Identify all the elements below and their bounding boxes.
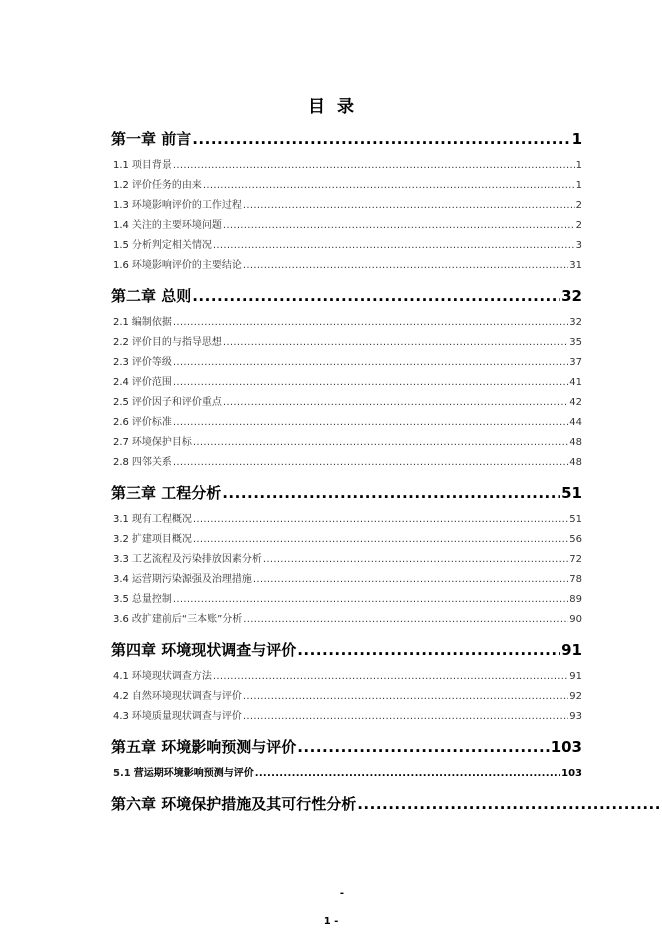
toc-section-entry[interactable] bbox=[111, 707, 582, 727]
toc-chapter-entry[interactable] bbox=[111, 793, 662, 813]
toc-section-entry[interactable] bbox=[111, 373, 582, 393]
section-number: 2.2 bbox=[113, 337, 129, 348]
section-number: 2.8 bbox=[113, 457, 129, 468]
section-page-number: 31 bbox=[569, 260, 582, 271]
section-title bbox=[113, 667, 212, 687]
section-page-number: 3 bbox=[575, 240, 582, 251]
dot-leader bbox=[297, 738, 549, 756]
toc-title: 目录 bbox=[308, 97, 366, 117]
section-number: 3.1 bbox=[113, 514, 129, 525]
section-label: 工艺流程及污染排放因素分析 bbox=[131, 554, 262, 565]
section-number: 1.1 bbox=[113, 160, 129, 171]
section-number: 1.5 bbox=[113, 240, 129, 251]
section-label: 编制依据 bbox=[131, 317, 172, 328]
chapter-title: 第六章 环境保护措施及其可行性分析 bbox=[111, 795, 357, 813]
toc-chapter-entry[interactable] bbox=[111, 482, 582, 502]
section-page-number: 37 bbox=[569, 357, 582, 368]
toc-section-entry[interactable] bbox=[111, 256, 582, 276]
dot-leader bbox=[255, 764, 560, 784]
section-number: 2.4 bbox=[113, 377, 129, 388]
dot-leader bbox=[173, 413, 568, 433]
section-label: 环境影响评价的主要结论 bbox=[131, 260, 242, 271]
toc-section-entry[interactable] bbox=[111, 433, 582, 453]
section-title bbox=[113, 510, 192, 530]
toc-section-entry[interactable] bbox=[111, 333, 582, 353]
section-label: 评价标准 bbox=[131, 417, 172, 428]
dot-leader bbox=[243, 687, 568, 707]
section-title bbox=[113, 550, 262, 570]
toc-section-entry[interactable] bbox=[111, 413, 582, 433]
chapter-page-number: 1 bbox=[571, 130, 582, 148]
section-page-number: 93 bbox=[569, 711, 582, 722]
section-title bbox=[113, 333, 222, 353]
dot-leader bbox=[243, 196, 575, 216]
toc-section-entry[interactable] bbox=[111, 353, 582, 373]
dot-leader bbox=[173, 590, 568, 610]
toc-section-entry[interactable] bbox=[111, 530, 582, 550]
section-page-number: 32 bbox=[569, 317, 582, 328]
section-title bbox=[113, 196, 242, 216]
section-title bbox=[113, 413, 172, 433]
section-page-number: 1 bbox=[575, 180, 582, 191]
section-label: 项目背景 bbox=[131, 160, 172, 171]
section-number: 1.4 bbox=[113, 220, 129, 231]
section-label: 改扩建前后“三本账”分析 bbox=[131, 614, 243, 625]
section-number: 4.1 bbox=[113, 671, 129, 682]
section-page-number: 92 bbox=[569, 691, 582, 702]
section-label: 四邻关系 bbox=[131, 457, 172, 468]
section-title bbox=[113, 236, 212, 256]
section-title bbox=[113, 687, 242, 707]
chapter-title: 第四章 环境现状调查与评价 bbox=[111, 641, 297, 659]
toc-section-entry[interactable] bbox=[111, 176, 582, 196]
dot-leader bbox=[223, 333, 568, 353]
section-number: 1.2 bbox=[113, 180, 129, 191]
chapter-page-number: 103 bbox=[550, 738, 582, 756]
section-page-number: 42 bbox=[569, 397, 582, 408]
section-page-number: 1 bbox=[575, 160, 582, 171]
section-label: 评价任务的由来 bbox=[131, 180, 202, 191]
toc-section-entry[interactable] bbox=[111, 196, 582, 216]
section-page-number: 90 bbox=[569, 614, 582, 625]
section-page-number: 103 bbox=[561, 768, 582, 779]
section-label: 环境质量现状调查与评价 bbox=[131, 711, 242, 722]
section-number: 1.3 bbox=[113, 200, 129, 211]
section-page-number: 2 bbox=[575, 220, 582, 231]
chapter-title: 第一章 前言 bbox=[111, 130, 192, 148]
dot-leader bbox=[243, 256, 568, 276]
section-title bbox=[113, 373, 172, 393]
section-title bbox=[113, 530, 192, 550]
dot-leader bbox=[173, 373, 568, 393]
toc-section-entry[interactable] bbox=[111, 764, 582, 784]
dot-leader bbox=[297, 641, 560, 659]
section-number: 3.4 bbox=[113, 574, 129, 585]
toc-section-entry[interactable] bbox=[111, 393, 582, 413]
section-page-number: 44 bbox=[569, 417, 582, 428]
chapter-page-number: 91 bbox=[561, 641, 582, 659]
toc-section-entry[interactable] bbox=[111, 550, 582, 570]
section-title bbox=[113, 764, 254, 784]
dot-leader bbox=[213, 667, 568, 687]
section-number: 4.3 bbox=[113, 711, 129, 722]
section-page-number: 78 bbox=[569, 574, 582, 585]
section-number: 1.6 bbox=[113, 260, 129, 271]
chapter-page-number: 51 bbox=[561, 484, 582, 502]
toc-section-entry[interactable] bbox=[111, 610, 582, 630]
section-page-number: 51 bbox=[569, 514, 582, 525]
section-label: 营运期环境影响预测与评价 bbox=[133, 768, 254, 779]
section-title bbox=[113, 256, 242, 276]
section-page-number: 35 bbox=[569, 337, 582, 348]
dot-leader bbox=[222, 484, 560, 502]
dot-leader bbox=[243, 707, 568, 727]
dot-leader bbox=[213, 236, 575, 256]
dot-leader bbox=[253, 570, 568, 590]
section-label: 运营期污染源强及治理措施 bbox=[131, 574, 252, 585]
section-page-number: 48 bbox=[569, 437, 582, 448]
section-number: 3.3 bbox=[113, 554, 129, 565]
section-label: 现有工程概况 bbox=[131, 514, 192, 525]
toc-section-entry[interactable] bbox=[111, 570, 582, 590]
section-page-number: 2 bbox=[575, 200, 582, 211]
chapter-title: 第三章 工程分析 bbox=[111, 484, 222, 502]
section-title bbox=[113, 570, 252, 590]
section-number: 2.3 bbox=[113, 357, 129, 368]
dot-leader bbox=[192, 287, 560, 305]
section-label: 分析判定相关情况 bbox=[131, 240, 212, 251]
section-title bbox=[113, 176, 202, 196]
dot-leader bbox=[173, 353, 568, 373]
dot-leader bbox=[223, 393, 568, 413]
section-title bbox=[113, 590, 172, 610]
dot-leader bbox=[193, 433, 568, 453]
dot-leader bbox=[243, 610, 568, 630]
toc-section-entry[interactable] bbox=[111, 313, 582, 333]
dot-leader bbox=[173, 453, 568, 473]
section-title bbox=[113, 453, 172, 473]
section-page-number: 91 bbox=[569, 671, 582, 682]
section-number: 3.5 bbox=[113, 594, 129, 605]
dot-leader bbox=[193, 510, 568, 530]
section-number: 2.5 bbox=[113, 397, 129, 408]
toc-chapter-entry[interactable] bbox=[111, 639, 582, 659]
footer-dash: - bbox=[339, 888, 345, 899]
section-label: 环境保护目标 bbox=[131, 437, 192, 448]
section-label: 扩建项目概况 bbox=[131, 534, 192, 545]
section-title bbox=[113, 353, 172, 373]
section-title bbox=[113, 216, 222, 236]
chapter-title: 第五章 环境影响预测与评价 bbox=[111, 738, 297, 756]
section-label: 评价因子和评价重点 bbox=[131, 397, 222, 408]
section-label: 环境现状调查方法 bbox=[131, 671, 212, 682]
toc-chapter-entry[interactable] bbox=[111, 128, 582, 148]
section-title bbox=[113, 707, 242, 727]
section-page-number: 48 bbox=[569, 457, 582, 468]
dot-leader bbox=[193, 530, 568, 550]
section-number: 2.1 bbox=[113, 317, 129, 328]
section-number: 4.2 bbox=[113, 691, 129, 702]
section-label: 评价范围 bbox=[131, 377, 172, 388]
section-label: 自然环境现状调查与评价 bbox=[131, 691, 242, 702]
chapter-title: 第二章 总则 bbox=[111, 287, 192, 305]
toc-section-entry[interactable] bbox=[111, 236, 582, 256]
section-title bbox=[113, 313, 172, 333]
section-page-number: 56 bbox=[569, 534, 582, 545]
section-label: 环境影响评价的工作过程 bbox=[131, 200, 242, 211]
toc-section-entry[interactable] bbox=[111, 453, 582, 473]
section-page-number: 89 bbox=[569, 594, 582, 605]
dot-leader bbox=[357, 795, 661, 813]
toc-section-entry[interactable] bbox=[111, 687, 582, 707]
section-title bbox=[113, 156, 172, 176]
toc-section-entry[interactable] bbox=[111, 667, 582, 687]
section-page-number: 72 bbox=[569, 554, 582, 565]
dot-leader bbox=[223, 216, 575, 236]
section-label: 评价等级 bbox=[131, 357, 172, 368]
section-number: 3.6 bbox=[113, 614, 129, 625]
section-page-number: 41 bbox=[569, 377, 582, 388]
dot-leader bbox=[263, 550, 568, 570]
chapter-page-number: 32 bbox=[561, 287, 582, 305]
section-label: 总量控制 bbox=[131, 594, 172, 605]
section-number: 2.6 bbox=[113, 417, 129, 428]
section-title bbox=[113, 393, 222, 413]
section-label: 关注的主要环境问题 bbox=[131, 220, 222, 231]
section-title bbox=[113, 433, 192, 453]
toc-section-entry[interactable] bbox=[111, 216, 582, 236]
dot-leader bbox=[203, 176, 575, 196]
toc-section-entry[interactable] bbox=[111, 510, 582, 530]
section-title bbox=[113, 610, 242, 630]
toc-section-entry[interactable] bbox=[111, 156, 582, 176]
dot-leader bbox=[192, 130, 570, 148]
dot-leader bbox=[173, 313, 568, 333]
section-label: 评价目的与指导思想 bbox=[131, 337, 222, 348]
section-number: 3.2 bbox=[113, 534, 129, 545]
page-number: 1 - bbox=[323, 916, 339, 927]
table-of-contents bbox=[111, 128, 582, 821]
section-number: 5.1 bbox=[113, 768, 131, 779]
toc-section-entry[interactable] bbox=[111, 590, 582, 610]
toc-chapter-entry[interactable] bbox=[111, 285, 582, 305]
dot-leader bbox=[173, 156, 575, 176]
section-number: 2.7 bbox=[113, 437, 129, 448]
toc-chapter-entry[interactable] bbox=[111, 736, 582, 756]
